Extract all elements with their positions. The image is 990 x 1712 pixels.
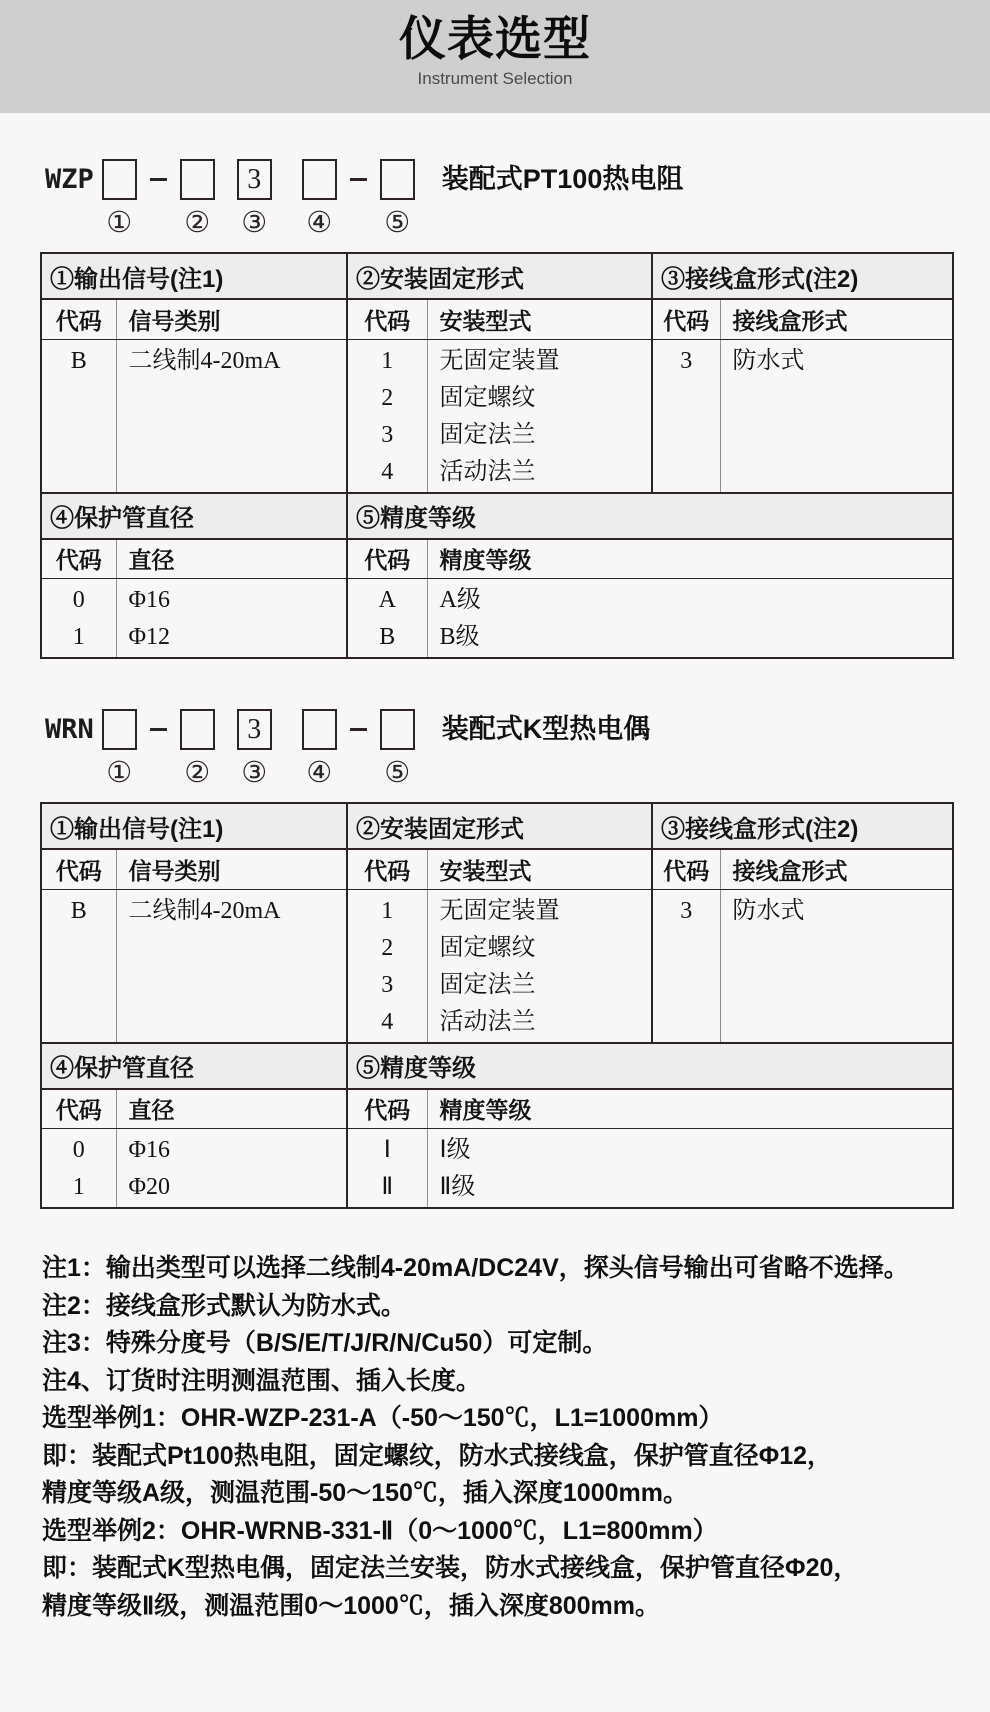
cell-line: 防水式 <box>732 897 805 924</box>
circled-number-3: ③ <box>241 757 268 789</box>
page-header <box>0 0 990 113</box>
example-2-line: 选型举例2：OHR-WRNB-331-Ⅱ（0～1000℃，L1=800mm） <box>42 1516 718 1545</box>
cell-line: A <box>378 587 396 613</box>
circled-number-1: ① <box>106 757 133 789</box>
value-cell <box>116 339 347 493</box>
example-1-detail-2: 精度等级A级，测温范围-50～150℃，插入深度1000mm。 <box>42 1479 688 1507</box>
code-box-5 <box>380 159 415 200</box>
column-header-row <box>41 849 953 889</box>
table-body-row <box>41 889 953 1043</box>
gap <box>216 709 236 750</box>
cell-line: 3 <box>381 421 394 448</box>
model-description: 装配式PT100热电阻 <box>441 164 684 194</box>
col-header-code: 代码 <box>347 849 427 889</box>
code-box-1 <box>102 709 137 750</box>
code-box-1 <box>102 159 137 200</box>
cell-line: 固定法兰 <box>439 971 536 998</box>
cell-line: 二线制4-20mA <box>128 897 281 924</box>
gap <box>273 159 301 200</box>
table-body-row <box>41 339 953 493</box>
page-title: 仪表选型 <box>399 12 591 65</box>
gap <box>273 709 301 750</box>
circled-number-5: ⑤ <box>384 207 411 239</box>
code-cell <box>41 1129 116 1209</box>
wrn-selection-table <box>40 802 954 1209</box>
code-slot-1 <box>101 709 138 789</box>
cell-line: 固定法兰 <box>439 421 536 448</box>
code-slot-4 <box>301 159 338 239</box>
col-header-diameter: 直径 <box>116 539 347 579</box>
dash-gap <box>138 159 179 200</box>
cell-line: 4 <box>381 458 394 485</box>
cell-line: 无固定装置 <box>439 347 560 374</box>
col-header-code: 代码 <box>41 849 116 889</box>
cell-line: Ⅱ <box>381 1174 394 1200</box>
section-title-mounting: ②安装固定形式 <box>347 253 652 299</box>
cell-line: 二线制4-20mA <box>128 347 281 374</box>
section-title-accuracy: ⑤精度等级 <box>347 1043 953 1089</box>
col-header-code: 代码 <box>347 299 427 339</box>
cell-line: Φ16 <box>128 587 171 613</box>
column-header-row <box>41 539 953 579</box>
col-header-signal-type: 信号类别 <box>116 849 347 889</box>
value-cell <box>720 889 953 1043</box>
model-code-wzp <box>45 113 990 239</box>
dash-icon <box>150 728 167 731</box>
value-cell <box>427 579 953 659</box>
dash-icon <box>150 178 167 181</box>
wzp-selection-table <box>40 252 954 659</box>
code-cell <box>347 1129 427 1209</box>
code-box-2 <box>180 709 215 750</box>
cell-line: 0 <box>72 1137 85 1163</box>
col-header-code: 代码 <box>652 849 720 889</box>
section-header-row <box>41 803 953 849</box>
cell-line: Ⅰ级 <box>439 1137 471 1163</box>
cell-line: 3 <box>381 971 394 998</box>
value-cell <box>116 889 347 1043</box>
cell-line: 2 <box>381 934 394 961</box>
cell-line: 活动法兰 <box>439 458 536 485</box>
cell-line: 1 <box>381 897 394 924</box>
code-slot-3 <box>236 159 273 239</box>
dash-icon <box>350 728 367 731</box>
cell-line: Φ20 <box>128 1174 171 1200</box>
col-header-mount-type: 安装型式 <box>427 849 652 889</box>
section-title-output: ①输出信号(注1) <box>41 803 347 849</box>
cell-line: A级 <box>439 587 481 613</box>
value-cell <box>427 1129 953 1209</box>
notes-section <box>42 1250 960 1625</box>
circled-number-4: ④ <box>306 207 333 239</box>
section-title-accuracy: ⑤精度等级 <box>347 493 953 539</box>
cell-line: 固定螺纹 <box>439 934 536 961</box>
dash-gap <box>338 709 379 750</box>
section-header-row <box>41 253 953 299</box>
note-line-4: 注4、订货时注明测温范围、插入长度。 <box>42 1366 481 1395</box>
code-slot-5 <box>379 709 416 789</box>
code-cell <box>652 339 720 493</box>
col-header-code: 代码 <box>41 1089 116 1129</box>
code-slot-4 <box>301 709 338 789</box>
cell-line: 1 <box>381 347 394 374</box>
code-box-4 <box>302 159 337 200</box>
table-body-row <box>41 579 953 659</box>
cell-line: 活动法兰 <box>439 1008 536 1035</box>
code-cell <box>41 339 116 493</box>
code-cell <box>347 579 427 659</box>
value-cell <box>427 339 652 493</box>
section-title-junction-box: ③接线盒形式(注2) <box>652 253 953 299</box>
value-cell <box>427 889 652 1043</box>
model-code-row <box>45 159 990 239</box>
code-box-4 <box>302 709 337 750</box>
code-cell <box>652 889 720 1043</box>
model-description: 装配式K型热电偶 <box>441 714 651 744</box>
cell-line: B <box>379 624 396 650</box>
cell-line: B <box>70 347 87 374</box>
page-subtitle: Instrument Selection <box>417 68 573 88</box>
example-1-line: 选型举例1：OHR-WZP-231-A（-50～150℃，L1=1000mm） <box>42 1404 724 1432</box>
cell-line: 0 <box>72 587 85 613</box>
code-slot-5 <box>379 159 416 239</box>
cell-line: 防水式 <box>732 347 805 374</box>
dash-gap <box>138 709 179 750</box>
model-prefix: WZP <box>45 164 94 195</box>
col-header-code: 代码 <box>347 1089 427 1129</box>
col-header-diameter: 直径 <box>116 1089 347 1129</box>
note-line-2: 注2：接线盒形式默认为防水式。 <box>42 1291 406 1320</box>
code-slot-1 <box>101 159 138 239</box>
code-slot-2 <box>179 709 216 789</box>
gap <box>216 159 236 200</box>
col-header-code: 代码 <box>652 299 720 339</box>
section-title-junction-box: ③接线盒形式(注2) <box>652 803 953 849</box>
cell-line: Ⅱ级 <box>439 1174 476 1200</box>
cell-line: 1 <box>72 1174 85 1200</box>
example-2-detail-1: 即：装配式K型热电偶，固定法兰安装，防水式接线盒，保护管直径Φ20， <box>42 1554 859 1582</box>
code-box-5 <box>380 709 415 750</box>
code-slot-3 <box>236 709 273 789</box>
table-body-row <box>41 1129 953 1209</box>
code-cell <box>347 339 427 493</box>
code-cell <box>41 889 116 1043</box>
model-code-row <box>45 709 990 789</box>
cell-line: 固定螺纹 <box>439 384 536 411</box>
circled-number-2: ② <box>184 757 211 789</box>
col-header-accuracy: 精度等级 <box>427 1089 953 1129</box>
value-cell <box>116 579 347 659</box>
section-title-output: ①输出信号(注1) <box>41 253 347 299</box>
circled-number-1: ① <box>106 207 133 239</box>
circled-number-2: ② <box>184 207 211 239</box>
col-header-accuracy: 精度等级 <box>427 539 953 579</box>
model-code-wrn <box>45 659 990 789</box>
col-header-code: 代码 <box>347 539 427 579</box>
col-header-signal-type: 信号类别 <box>116 299 347 339</box>
code-cell <box>347 889 427 1043</box>
cell-line: Ⅰ <box>383 1137 391 1163</box>
column-header-row <box>41 299 953 339</box>
cell-line: 无固定装置 <box>439 897 560 924</box>
cell-line: B级 <box>439 624 480 650</box>
code-cell <box>41 579 116 659</box>
model-prefix: WRN <box>45 714 94 745</box>
example-2-detail-2: 精度等级Ⅱ级，测温范围0～1000℃，插入深度800mm。 <box>42 1591 660 1620</box>
circled-number-4: ④ <box>306 757 333 789</box>
section-header-row <box>41 1043 953 1089</box>
cell-line: B <box>70 897 87 924</box>
col-header-box-type: 接线盒形式 <box>720 299 953 339</box>
code-box-3: 3 <box>237 709 272 750</box>
cell-line: Φ16 <box>128 1137 171 1163</box>
dash-gap <box>338 159 379 200</box>
section-title-tube-diameter: ④保护管直径 <box>41 493 347 539</box>
col-header-mount-type: 安装型式 <box>427 299 652 339</box>
value-cell <box>116 1129 347 1209</box>
col-header-code: 代码 <box>41 539 116 579</box>
code-box-3: 3 <box>237 159 272 200</box>
circled-number-5: ⑤ <box>384 757 411 789</box>
cell-line: 2 <box>381 384 394 411</box>
note-line-3: 注3：特殊分度号（B/S/E/T/J/R/N/Cu50）可定制。 <box>42 1329 608 1357</box>
dash-icon <box>350 178 367 181</box>
circled-number-3: ③ <box>241 207 268 239</box>
example-1-detail-1: 即：装配式Pt100热电阻，固定螺纹，防水式接线盒，保护管直径Φ12， <box>42 1441 833 1470</box>
section-title-tube-diameter: ④保护管直径 <box>41 1043 347 1089</box>
column-header-row <box>41 1089 953 1129</box>
section-header-row <box>41 493 953 539</box>
col-header-box-type: 接线盒形式 <box>720 849 953 889</box>
col-header-code: 代码 <box>41 299 116 339</box>
cell-line: 3 <box>680 347 693 374</box>
cell-line: 1 <box>72 624 85 650</box>
cell-line: 4 <box>381 1008 394 1035</box>
cell-line: 3 <box>680 897 693 924</box>
code-slot-2 <box>179 159 216 239</box>
value-cell <box>720 339 953 493</box>
cell-line: Φ12 <box>128 624 171 650</box>
section-title-mounting: ②安装固定形式 <box>347 803 652 849</box>
code-box-2 <box>180 159 215 200</box>
note-line-1: 注1：输出类型可以选择二线制4-20mA/DC24V，探头信号输出可省略不选择。 <box>42 1254 909 1282</box>
